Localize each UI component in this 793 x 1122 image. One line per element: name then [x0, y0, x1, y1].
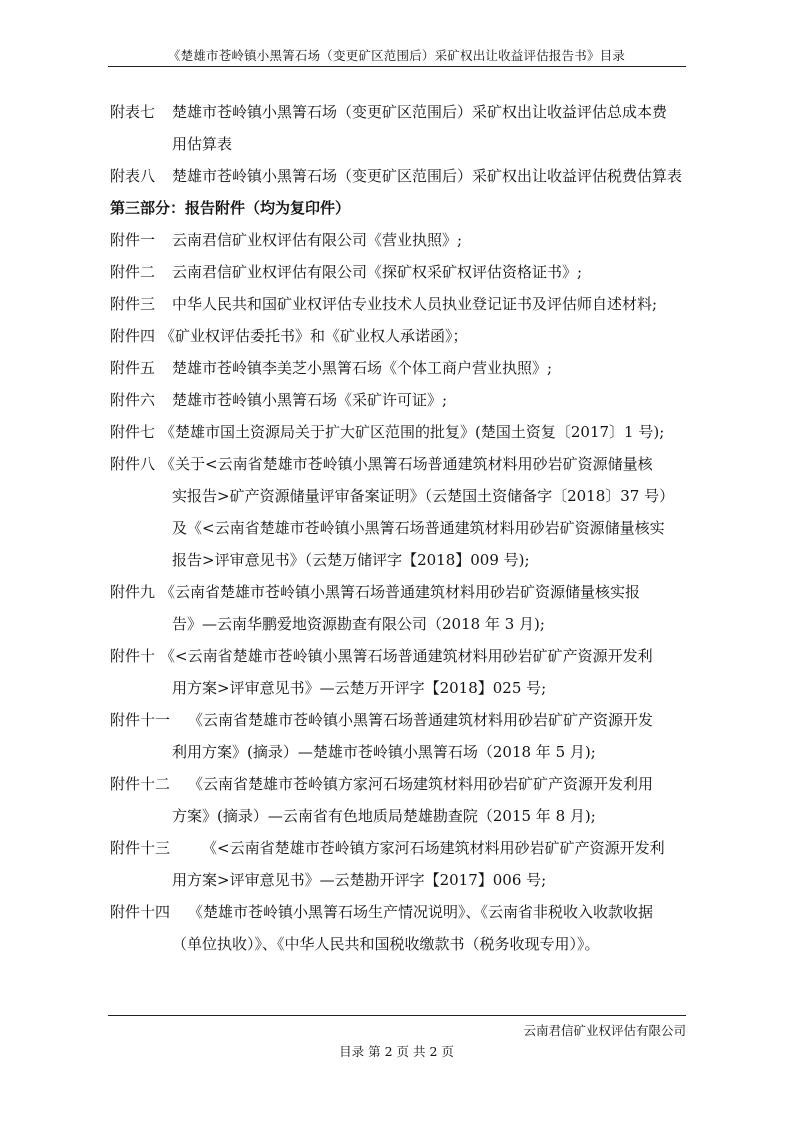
entry-text-line: 楚雄市苍岭镇李美芝小黑箐石场《个体工商户营业执照》;: [172, 359, 553, 377]
entry-text-line: 楚雄市苍岭镇小黑箐石场（变更矿区范围后）采矿权出让收益评估总成本费: [172, 103, 668, 121]
attachment-list: [110, 224, 690, 960]
attachment-entry: [110, 320, 690, 352]
footer-divider: [108, 1015, 686, 1016]
attachment-entry: [110, 384, 690, 416]
entry-label: 附件八: [110, 455, 156, 473]
entry-text-line: 用方案>评审意见书》—云楚勘开评字【2017】006 号;: [172, 871, 547, 889]
entry-text-line: 楚雄市苍岭镇小黑箐石场《采矿许可证》;: [172, 391, 448, 409]
company-name: 云南君信矿业权评估有限公司: [523, 1023, 686, 1038]
entry-text-line: 告》—云南华鹏爱地资源勘查有限公司（2018 年 3 月);: [172, 615, 545, 633]
entry-label: 附表七: [110, 103, 156, 121]
entry-label: 附件十一: [110, 711, 171, 729]
page-number: 目录 第 2 页 共 2 页: [339, 1044, 454, 1059]
schedule-entry: [110, 160, 690, 192]
entry-label: 附件十: [110, 647, 156, 665]
entry-text-line: 中华人民共和国矿业权评估专业技术人员执业登记证书及评估师自述材料;: [172, 295, 658, 313]
entry-text-line: 《矿业权评估委托书》和《矿业权人承诺函》；: [160, 327, 468, 345]
attachment-entry: [110, 288, 690, 320]
schedule-entry: [110, 96, 690, 160]
entry-label: 附件二: [110, 263, 156, 281]
entry-label: 附件九: [110, 583, 156, 601]
entry-text-line: 实报告>矿产资源储量评审备案证明》（云楚国土资储备字〔2018〕37 号）: [172, 487, 675, 505]
entry-text-line: 报告>评审意见书》（云楚万储评字【2018】009 号);: [172, 551, 530, 569]
attachment-entry: [110, 416, 690, 448]
entry-text-line: 楚雄市苍岭镇小黑箐石场（变更矿区范围后）采矿权出让收益评估税费估算表: [172, 167, 683, 185]
attachment-entry: [110, 576, 690, 640]
entry-text-line: 《楚雄市苍岭镇小黑箐石场生产情况说明》、《云南省非税收入收款收据: [188, 903, 654, 921]
entry-text-line: 《云南省楚雄市苍岭镇小黑箐石场普通建筑材料用砂岩矿资源储量核实报: [160, 583, 641, 601]
entry-text-line: 及《<云南省楚雄市苍岭镇小黑箐石场普通建筑材料用砂岩矿资源储量核实: [172, 519, 665, 537]
section-heading: 第三部分：报告附件（均为复印件）: [110, 199, 351, 217]
entry-label: 附件一: [110, 231, 156, 249]
attachment-entry: [110, 768, 690, 832]
entry-text-line: 《楚雄市国土资源局关于扩大矿区范围的批复》(楚国土资复〔2017〕1 号);: [160, 423, 665, 441]
entry-text-line: 《关于<云南省楚雄市苍岭镇小黑箐石场普通建筑材料用砂岩矿资源储量核: [160, 455, 653, 473]
attachment-entry: [110, 256, 690, 288]
entry-text-line: 用估算表: [172, 135, 233, 153]
schedule-list: [110, 96, 690, 192]
entry-label: 附件六: [110, 391, 156, 409]
entry-text-line: 《云南省楚雄市苍岭镇小黑箐石场普通建筑材料用砂岩矿矿产资源开发: [188, 711, 654, 729]
entry-text-line: 云南君信矿业权评估有限公司《探矿权采矿权评估资格证书》;: [172, 263, 583, 281]
entry-label: 附表八: [110, 167, 156, 185]
entry-text-line: 《云南省楚雄市苍岭镇方家河石场建筑材料用砂岩矿矿产资源开发利用: [188, 775, 654, 793]
entry-label: 附件十二: [110, 775, 171, 793]
entry-label: 附件十四: [110, 903, 171, 921]
attachment-entry: [110, 832, 690, 896]
attachment-entry: [110, 224, 690, 256]
header-divider: [108, 66, 686, 67]
entry-label: 附件五: [110, 359, 156, 377]
entry-text-line: 《<云南省楚雄市苍岭镇方家河石场建筑材料用砂岩矿矿产资源开发利: [202, 839, 665, 857]
entry-text-line: 《<云南省楚雄市苍岭镇小黑箐石场普通建筑材料用砂岩矿矿产资源开发利: [160, 647, 653, 665]
entry-text-line: 用方案>评审意见书》—云楚万开评字【2018】025 号;: [172, 679, 547, 697]
entry-label: 附件七: [110, 423, 156, 441]
page-header: 《楚雄市苍岭镇小黑箐石场（变更矿区范围后）采矿权出让收益评估报告书》目录: [167, 48, 626, 63]
entry-label: 附件十三: [110, 839, 171, 857]
attachment-entry: [110, 352, 690, 384]
attachment-entry: [110, 640, 690, 704]
entry-text-line: 云南君信矿业权评估有限公司《营业执照》;: [172, 231, 463, 249]
attachment-entry: [110, 896, 690, 960]
toc-content: [110, 96, 690, 960]
attachment-entry: [110, 448, 690, 576]
entry-text-line: 利用方案》(摘录）—楚雄市苍岭镇小黑箐石场（2018 年 5 月);: [172, 743, 596, 761]
entry-text-line: （单位执收）》、《中华人民共和国税收缴款书（税务收现专用）》。: [172, 935, 600, 953]
attachment-entry: [110, 704, 690, 768]
entry-label: 附件四: [110, 327, 156, 345]
entry-label: 附件三: [110, 295, 156, 313]
entry-text-line: 方案》(摘录）—云南省有色地质局楚雄勘查院（2015 年 8 月);: [172, 807, 596, 825]
